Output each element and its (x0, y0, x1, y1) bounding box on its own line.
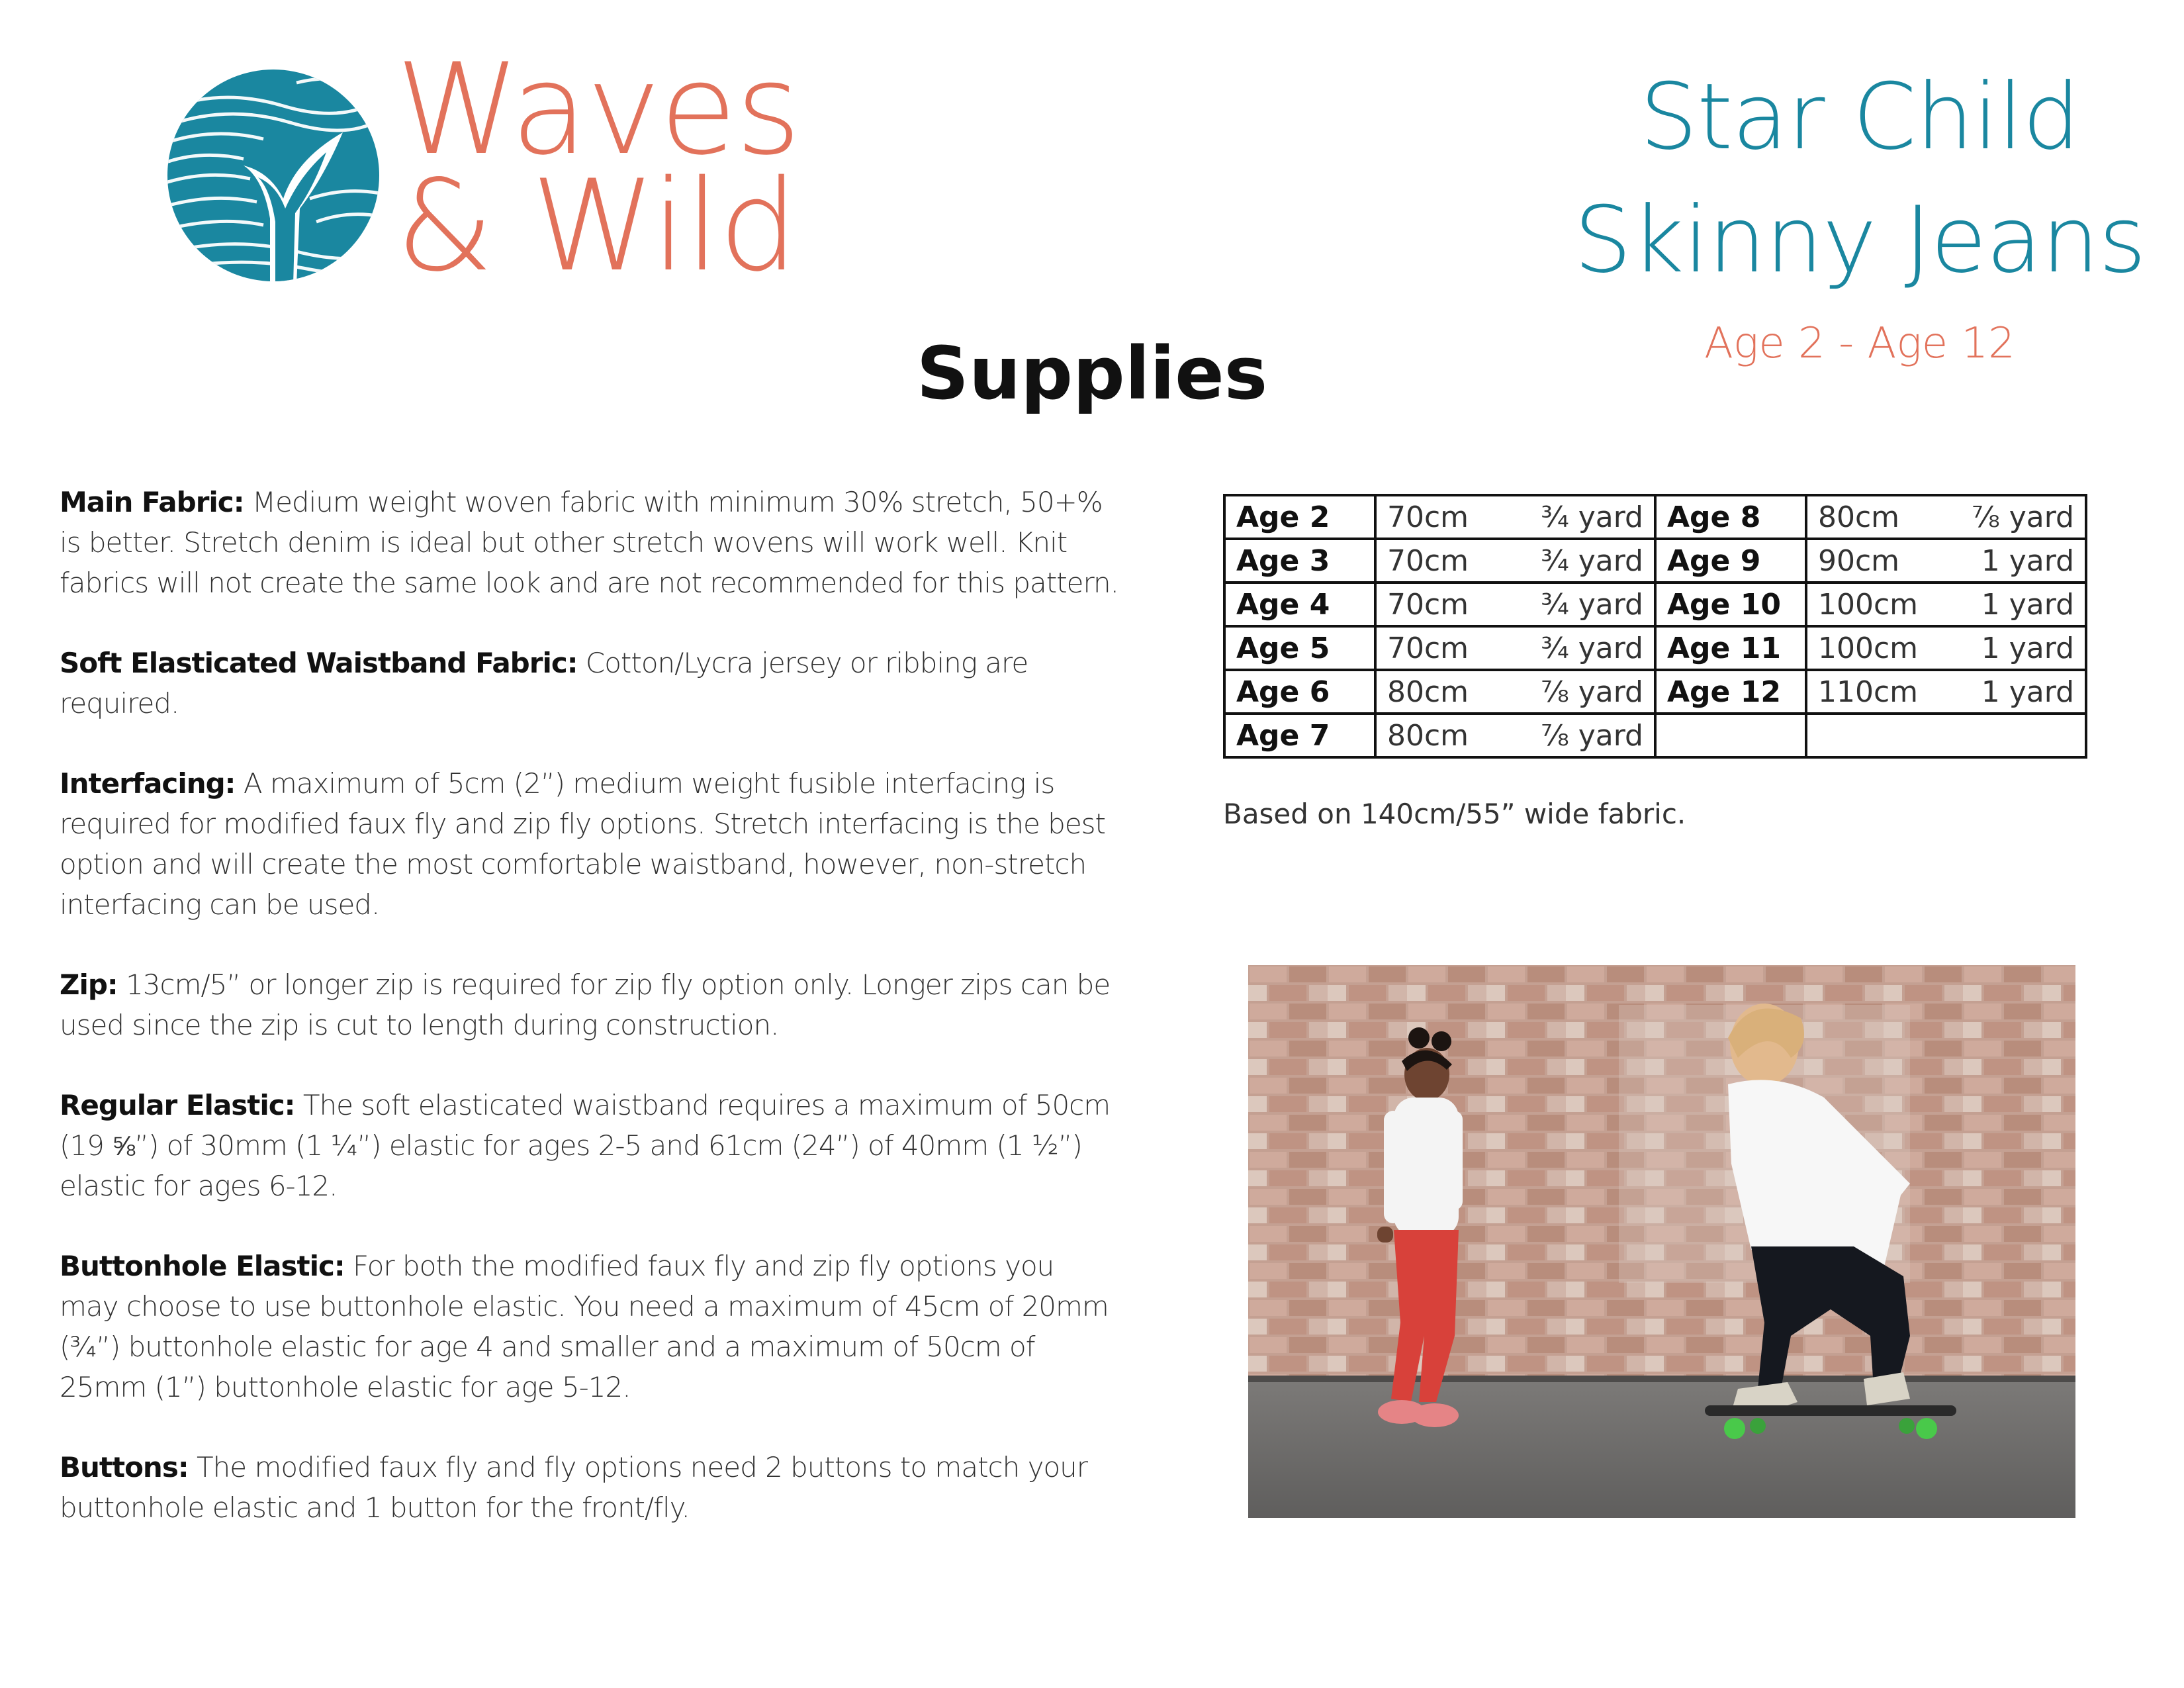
amount-cell (1375, 495, 1655, 539)
fabric-width-note: Based on 140cm/55” wide fabric. (1223, 798, 1686, 830)
supply-main-fabric (60, 482, 1118, 603)
cm-value: 80cm (1387, 718, 1469, 753)
age-cell: Age 4 (1224, 583, 1375, 626)
supply-text: For both the modified faux fly and zip fly options you may choose to use buttonhole elastic. You need a maximum of 45cm of 20mm (¾”) buttonhole elastic for age 4 and smaller and a maximum of 50cm of 25mm (1”) buttonhole elastic for age 5-12. (60, 1250, 1109, 1403)
page-heading: Supplies (916, 331, 1268, 416)
kids-skateboard-photo (1248, 965, 2075, 1518)
yard-value: 1 yard (1981, 631, 2074, 665)
cm-value: 70cm (1387, 500, 1469, 534)
yard-value: ¾ yard (1541, 587, 1643, 622)
cm-value: 70cm (1387, 543, 1469, 578)
supply-text: 13cm/5” or longer zip is required for zip fly option only. Longer zips can be used since the zip is cut to length during construction. (60, 968, 1111, 1041)
supply-text: The soft elasticated waistband requires a maximum of 50cm (19 ⅝”) of 30mm (1 ¼”) elastic for ages 2-5 and 61cm (24”) of 40mm (1 ½”) elastic for ages 6-12. (60, 1089, 1111, 1202)
amount-cell (1375, 539, 1655, 583)
brand-name (396, 36, 800, 299)
cm-value: 80cm (1387, 675, 1469, 709)
supplies-list (60, 482, 1118, 1568)
table-row (1224, 670, 2086, 714)
yard-value: 1 yard (1981, 543, 2074, 578)
age-cell: Age 7 (1224, 714, 1375, 757)
age-cell: Age 6 (1224, 670, 1375, 714)
supply-buttons (60, 1447, 1118, 1528)
fabric-requirements-table (1223, 494, 2087, 759)
amount-cell (1806, 670, 2086, 714)
supply-label: Main Fabric: (60, 486, 244, 518)
age-cell (1655, 714, 1806, 757)
yard-value: ¾ yard (1541, 543, 1643, 578)
yard-value: ⅞ yard (1972, 500, 2074, 534)
amount-cell (1806, 626, 2086, 670)
supply-text: Cotton/Lycra jersey or ribbing are required. (60, 647, 1028, 720)
pattern-age-range: Age 2 - Age 12 (1704, 319, 2015, 368)
cm-value: 90cm (1818, 543, 1900, 578)
yard-value: ⅞ yard (1541, 718, 1643, 753)
brand-line-1: Waves (396, 36, 800, 183)
supply-waistband-fabric (60, 643, 1118, 724)
yard-value: 1 yard (1981, 675, 2074, 709)
amount-cell (1806, 583, 2086, 626)
supply-label: Buttonhole Elastic: (60, 1250, 345, 1282)
age-cell: Age 5 (1224, 626, 1375, 670)
age-cell: Age 8 (1655, 495, 1806, 539)
cm-value: 80cm (1818, 500, 1900, 534)
amount-cell (1806, 495, 2086, 539)
supply-label: Interfacing: (60, 767, 236, 800)
brand-line-2: & Wild (396, 153, 797, 299)
age-cell: Age 11 (1655, 626, 1806, 670)
cm-value: 70cm (1387, 631, 1469, 665)
pattern-title-line-2: Skinny Jeans (1574, 187, 2146, 293)
cm-value: 110cm (1818, 675, 1919, 709)
age-cell: Age 10 (1655, 583, 1806, 626)
amount-cell (1375, 670, 1655, 714)
table-row (1224, 539, 2086, 583)
cm-value: 70cm (1387, 587, 1469, 622)
age-cell: Age 9 (1655, 539, 1806, 583)
whale-tail-logo-icon (164, 66, 383, 285)
amount-cell (1806, 714, 2086, 757)
supply-text: Medium weight woven fabric with minimum 30% stretch, 50+% is better. Stretch denim is ideal but other stretch wovens will work well. Knit fabrics will not create the same look and are not recommended for this pattern. (60, 486, 1118, 599)
pattern-title-block (1562, 56, 2158, 368)
supply-text: The modified faux fly and fly options need 2 buttons to match your buttonhole elastic and 1 button for the front/fly. (60, 1451, 1088, 1524)
amount-cell (1375, 626, 1655, 670)
yard-value: ¾ yard (1541, 631, 1643, 665)
pattern-title-line-1: Star Child (1639, 64, 2080, 170)
table-row (1224, 495, 2086, 539)
table-row (1224, 714, 2086, 757)
supply-zip (60, 964, 1118, 1045)
amount-cell (1806, 539, 2086, 583)
yard-value: ⅞ yard (1541, 675, 1643, 709)
cm-value: 100cm (1818, 587, 1919, 622)
supply-label: Buttons: (60, 1451, 189, 1483)
table-row (1224, 626, 2086, 670)
supply-text: A maximum of 5cm (2”) medium weight fusible interfacing is required for modified faux fly and zip fly options. Stretch interfacing is the best option and will create the most comfortable waistband, however, non-stretch interfacing can be used. (60, 767, 1106, 921)
supply-label: Regular Elastic: (60, 1089, 295, 1121)
cm-value: 100cm (1818, 631, 1919, 665)
yard-value: 1 yard (1981, 587, 2074, 622)
amount-cell (1375, 583, 1655, 626)
supply-interfacing (60, 763, 1118, 925)
supply-buttonhole-elastic (60, 1246, 1118, 1407)
table-row (1224, 583, 2086, 626)
yard-value: ¾ yard (1541, 500, 1643, 534)
supply-label: Soft Elasticated Waistband Fabric: (60, 647, 578, 679)
age-cell: Age 3 (1224, 539, 1375, 583)
age-cell: Age 12 (1655, 670, 1806, 714)
supply-regular-elastic (60, 1085, 1118, 1206)
age-cell: Age 2 (1224, 495, 1375, 539)
amount-cell (1375, 714, 1655, 757)
supply-label: Zip: (60, 968, 118, 1001)
